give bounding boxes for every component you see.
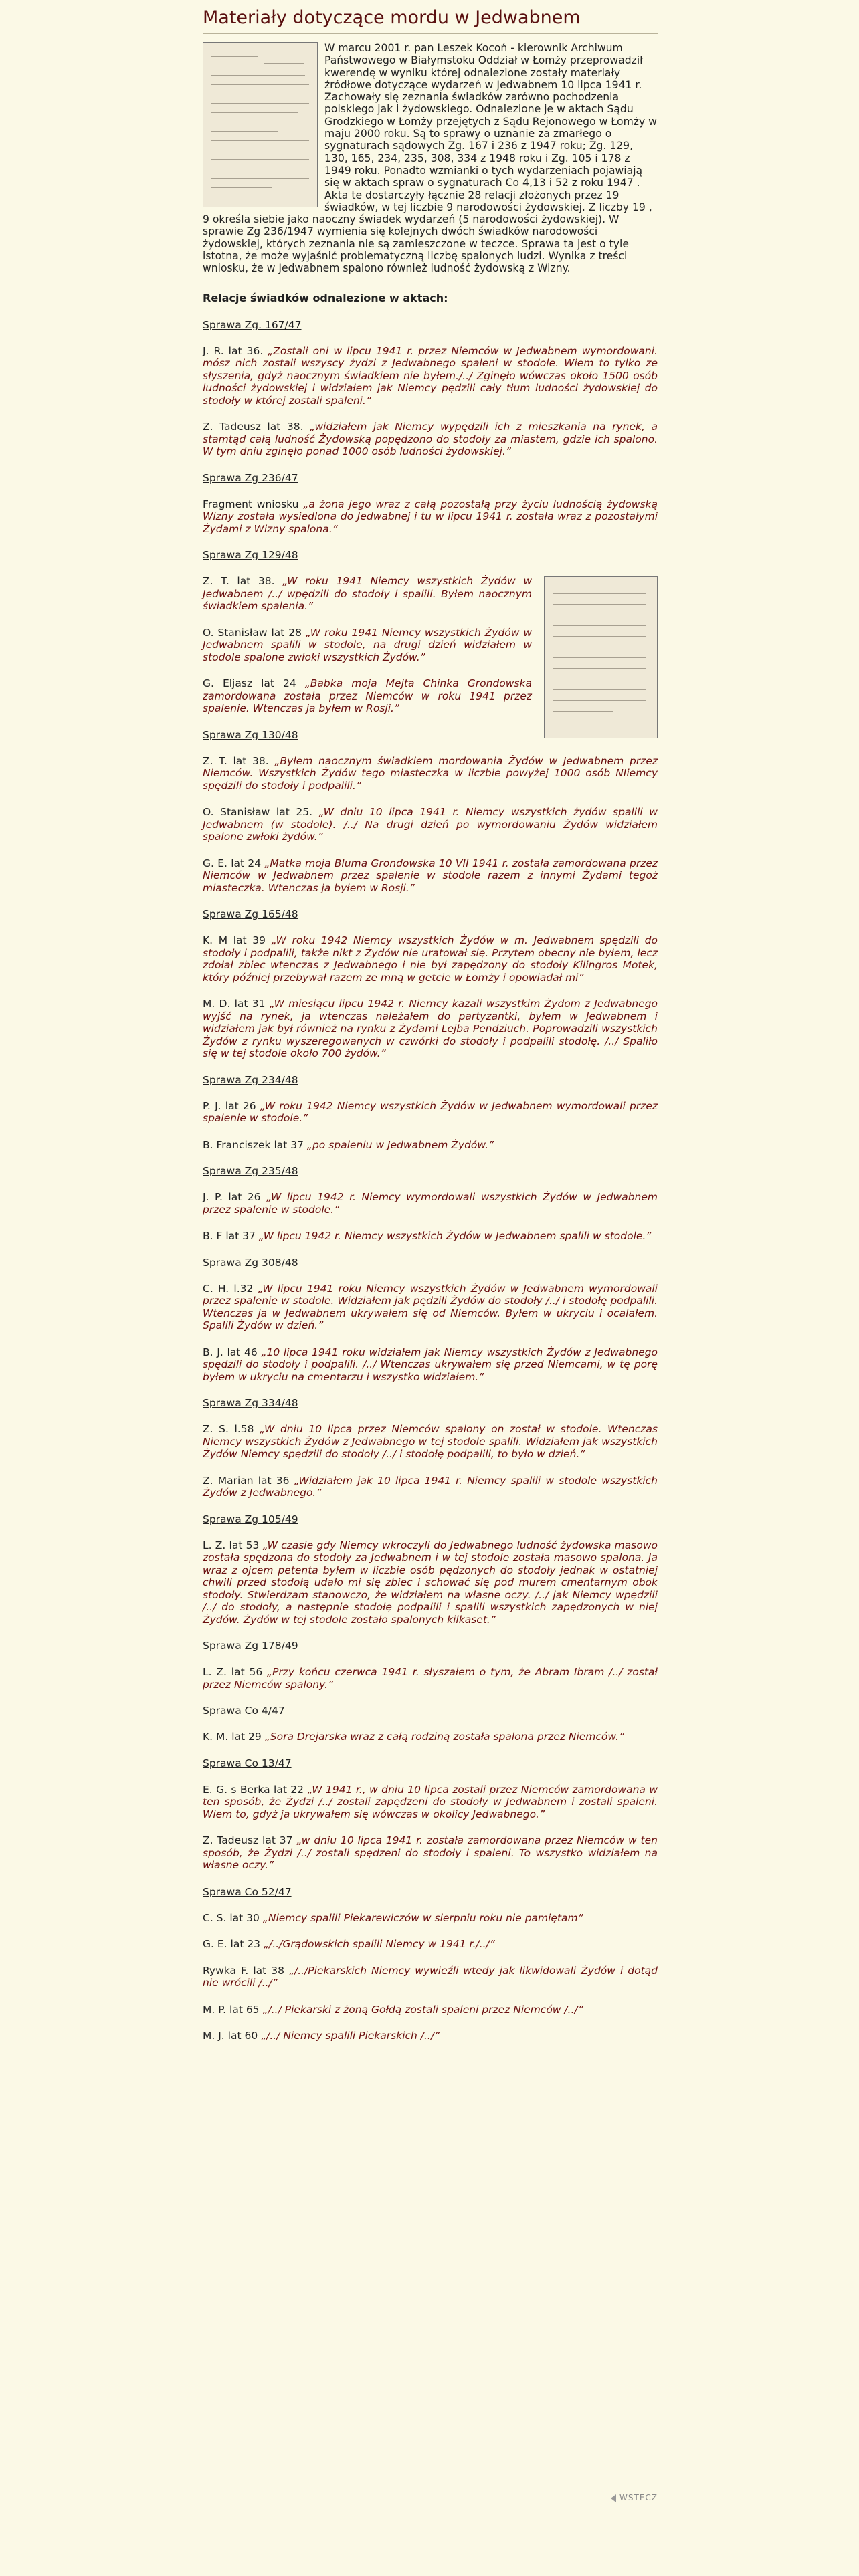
witness-name: P. J. lat 26 — [203, 1099, 260, 1112]
testimony-quote: „W roku 1941 Niemcy wszystkich Żydów w Jedwabnem /../ wpędzili do stodoły i spalili. Byłem naocznym świadkiem spalenia.” — [203, 575, 532, 613]
witness-name: G. Eljasz lat 24 — [203, 677, 305, 690]
case-signature: Sprawa Zg 236/47 — [203, 471, 298, 484]
testimony — [203, 1965, 658, 1990]
article — [203, 0, 658, 2056]
testimony — [203, 1346, 658, 1384]
witness-name: K. M lat 39 — [203, 934, 272, 947]
testimony — [203, 806, 658, 843]
testimony-quote: „W lipcu 1942 r. Niemcy wszystkich Żydów w Jedwabnem spalili w stodole.” — [258, 1230, 652, 1243]
case-signature: Sprawa Zg 308/48 — [203, 1256, 298, 1269]
testimony — [203, 1938, 658, 1951]
testimony-quote: „Zostali oni w lipcu 1941 r. przez Niemców w Jedwabnem wymordowani. mósz nich zostali wszyscy żydzi z Jedwabnego spaleni w stodole. Wiem to tylko ze słyszenia, gdyż naocznym świadkiem nie byłem./../ Zginęło wówczas około 1500 osób ludności żydowskiej i widziałem jak Niemcy pędzili cały tłum ludności żydowskiej do stodoły w której zostali spaleni.” — [203, 344, 658, 407]
witness-name: L. Z. lat 53 — [203, 1539, 263, 1551]
testimony-quote: „W miesiącu lipcu 1942 r. Niemcy kazali wszystkim Żydom z Jedwabnego wyjść na rynek, ja wtenczas należałem do partyzantki, byłem w Jedwabnem i widziałem jak był również na rynku z Żydami Lejba Pendziuch. Poprowadzili wszystkich Żydów z rynku wyszeregowanych w czwórki do stodoły i podpalili stodołę. /../ Spaliło się w tej stodole około 700 żydów.” — [203, 998, 658, 1060]
testimony — [203, 1283, 658, 1332]
witness-name: Fragment wniosku — [203, 498, 304, 510]
title-divider — [203, 33, 658, 34]
testimony-quote: „a żona jego wraz z całą pozostałą przy życiu ludnością żydowską Wizny została wysiedlona do Jedwabnej i tu w lipcu 1941 r. została wraz z pozostałymi Żydami z Wizny spalona.” — [203, 498, 658, 535]
testimony-quote: „/../Grądowskich spalili Niemcy w 1941 r./../” — [263, 1938, 495, 1951]
testimony-quote: „Niemcy spalili Piekarewiczów w sierpniu roku nie pamiętam” — [262, 1911, 583, 1924]
witness-name: M. J. lat 60 — [203, 2030, 262, 2042]
testimony-quote: „W roku 1942 Niemcy wszystkich Żydów w Jedwabnem wymordowali przez spalenie w stodole.” — [203, 1099, 658, 1125]
testimony — [203, 934, 658, 984]
testimony-quote: „po spaleniu w Jedwabnem Żydów.” — [306, 1138, 494, 1151]
testimony-quote: „W roku 1942 Niemcy wszystkich Żydów w m. Jedwabnem spędzili do stodoły i podpalili, także nikt z Żydów nie uratował się. Przytem obecny nie byłem, lecz zdołał zbiec wtenczas z Jedwabnego i nie był zapędzony do stodoły Kilingros Motek, który później przebywał razem ze mną w getcie w Łomży i opowiadał mi” — [203, 934, 658, 984]
testimony-quote: „W dniu 10 lipca przez Niemców spalony on został w stodole. Wtenczas Niemcy wszystkich Żydów z Jedwabnego w tej stodole spalili. Widziałem jak wszystkich Żydów Niemcy spędzili do stodoły /../ i stodołę podpalili, to było w dzień.” — [203, 1423, 658, 1461]
testimony — [203, 2030, 658, 2042]
witness-name: Z. Tadeusz lat 38. — [203, 421, 310, 433]
testimony-quote: „/../ Niemcy spalili Piekarskich /../” — [261, 2030, 440, 2042]
case-signature: Sprawa Zg 130/48 — [203, 728, 298, 741]
testimony — [203, 1784, 658, 1821]
witness-name: C. H. l.32 — [203, 1282, 258, 1295]
court-document-image — [544, 576, 658, 738]
testimony-quote: „Byłem naocznym świadkiem mordowania Żydów w Jedwabnem przez Niemców. Wszystkich Żydów tego miasteczka w liczbie powyżej 1000 osób NIiemcy spędzili do stodoły i podpalili.” — [203, 754, 658, 792]
intro-text: W marcu 2001 r. pan Leszek Kocoń - kierownik Archiwum Państwowego w Białymstoku Oddział w Łomży przeprowadził kwerendę w wyniku której odnalezione zostały materiały źródłowe dotyczące wydarzeń w Jedwabnem 10 lipca 1941 r. Zachowały się zeznania świadków zarówno pochodzenia polskiego jak i żydowskiego. Odnalezione je w aktach Sądu Grodzkiego w Łomży przejętych z Sądu Rejonowego w Łomży w maju 2000 roku. Są to sprawy o uznanie za zmarłego o sygnaturach sądowych Zg. 167 i 236 z 1947 roku; Zg. 129, 130, 165, 234, 235, 308, 334 z 1948 roku i Zg. 105 i 178 z 1949 roku. Ponadto wzmianki o tych wydarzeniach pojawiają się w aktach spraw o sygnaturach Co 4,13 i 52 z roku 1947 . Akta te dostarczyły łącznie 28 relacji złożonych przez 19 świadków, w tej liczbie 9 narodowości żydowskiej. Z liczby 19 , 9 określa siebie jako naoczny świadek wydarzeń (5 narodowości żydowskiej). W sprawie Zg 236/1947 wymienia się kolejnych dwóch świadków narodowości żydowskiej, których zeznania nie są zamieszczone w teczce. Sprawa ta jest o tyle istotna, że może wyjaśnić problematyczną liczbę spalonych ludzi. Wynika z treści wniosku, że w Jedwabnem spalono również ludność żydowską z Wizny. — [203, 42, 657, 275]
back-label: WSTECZ — [619, 2493, 658, 2502]
witness-name: J. R. lat 36. — [203, 344, 268, 357]
testimony-quote: „W lipcu 1941 roku Niemcy wszystkich Żydów w Jedwabnem wymordowali przez spalenie w stodole. Widziałem jak pędzili Żydów do stodoły /../ i stodołę podpalili. Wtenczas ja w Jedwabnem ukrywałem się od Niemców. Byłem w ukryciu i ocalałem. Spalili Żydów w dzień.” — [203, 1282, 658, 1332]
case-signature: Sprawa Zg 334/48 — [203, 1397, 298, 1410]
archive-document-image — [203, 42, 318, 207]
back-link[interactable] — [611, 2493, 658, 2502]
testimony-quote: „Babka moja Mejta Chinka Grondowska zamordowana została przez Niemców w roku 1941 przez spalenie. Wtenczas ja byłem w Rosji.” — [203, 677, 532, 715]
case-signature: Sprawa Zg. 167/47 — [203, 318, 302, 331]
testimony-quote: „10 lipca 1941 roku widziałem jak Niemcy wszystkich Żydów z Jedwabnego spędzili do stodoły i podpalili. /../ Wtenczas ukrywałem się przed Niemcami, w tę porę byłem w ukryciu na cmentarzu i wszystko widziałem.” — [203, 1346, 658, 1383]
witness-name: Rywka F. lat 38 — [203, 1964, 289, 1977]
testimony-quote: „/../Piekarskich Niemcy wywieźli wtedy jak likwidowali Żydów i dotąd nie wrócili /../” — [203, 1964, 658, 1990]
testimony — [203, 1139, 658, 1152]
section-heading: Relacje świadków odnalezione w aktach: — [203, 291, 448, 304]
testimony-quote: „/../ Piekarski z żoną Gołdą zostali spaleni przez Niemców /../” — [262, 2003, 583, 2016]
witness-name: K. M. lat 29 — [203, 1731, 265, 1743]
testimony-quote: „w dniu 10 lipca 1941 r. została zamordowana przez Niemców w ten sposób, że Żydzi /../ zostali spędzeni do stodoły i spaleni. To wszystko widziałem na własne oczy.” — [203, 1834, 658, 1872]
testimony-quote: „W roku 1941 Niemcy wszystkich Żydów w Jedwabnem spalili w stodole, na drugi dzień widziałem w stodole spalone zwłoki wszystkich Żydów.” — [203, 626, 533, 663]
testimony — [203, 857, 658, 895]
testimony — [203, 2004, 658, 2016]
witness-name: B. Franciszek lat 37 — [203, 1138, 307, 1151]
case-signature: Sprawa Zg 129/48 — [203, 549, 298, 562]
case-signature: Sprawa Co 4/47 — [203, 1705, 285, 1717]
testimony-quote: „widziałem jak Niemcy wypędzili ich z mieszkania na rynek, a stamtąd całą ludność Żydowską popędzono do stodoły za miastem, gdzie ich spalono. W tym dniu zginęło ponad 1000 osób ludności żydowskiej.” — [203, 421, 658, 458]
witness-name: G. E. lat 23 — [203, 1938, 264, 1951]
case-signature: Sprawa Co 13/47 — [203, 1757, 292, 1769]
case-signature: Sprawa Zg 178/49 — [203, 1640, 298, 1652]
testimony — [203, 1100, 658, 1125]
witness-name: L. Z. lat 56 — [203, 1666, 268, 1679]
witness-name: C. S. lat 30 — [203, 1911, 263, 1924]
intro-section — [203, 42, 658, 275]
case-signature: Sprawa Zg 234/48 — [203, 1073, 298, 1086]
testimony — [203, 1834, 658, 1872]
testimony — [203, 998, 658, 1060]
testimony — [203, 1539, 658, 1626]
testimony — [203, 1912, 658, 1925]
testimony — [203, 345, 658, 407]
testimony — [203, 1475, 658, 1499]
page-title: Materiały dotyczące mordu w Jedwabnem — [203, 7, 581, 28]
testimony-quote: „Matka moja Bluma Grondowska 10 VII 1941 r. została zamordowana przez Niemców w Jedwabnem przez spalenie w stodole razem z innymi Żydami tegoż miasteczka. Wtenczas ja byłem w Rosji.” — [203, 857, 658, 894]
witness-name: Z. T. lat 38. — [203, 754, 275, 767]
testimony-quote: „W lipcu 1942 r. Niemcy wymordowali wszystkich Żydów w Jedwabnem przez spalenie w stodole.” — [203, 1191, 658, 1216]
testimony-quote: „Widziałem jak 10 lipca 1941 r. Niemcy spalili w stodole wszystkich Żydów z Jedwabnego.” — [203, 1474, 658, 1499]
witness-name: Z. Marian lat 36 — [203, 1474, 294, 1487]
case-signature: Sprawa Co 52/47 — [203, 1885, 292, 1898]
arrow-left-icon — [611, 2494, 616, 2502]
witness-name: G. E. lat 24 — [203, 857, 265, 869]
testimony — [203, 1191, 658, 1216]
testimony-quote: „W 1941 r., w dniu 10 lipca zostali przez Niemców zamordowana w ten sposób, że Żydzi /../ zostali zapędzeni do stodoły w Jedwabnem i zostali spaleni. Wiem to, gdyż ja ukrywałem się wówczas w okolicy Jedwabnego.” — [203, 1783, 658, 1820]
witness-name: B. F lat 37 — [203, 1230, 259, 1243]
testimony — [203, 1666, 658, 1691]
testimony-quote: „Sora Drejarska wraz z całą rodziną została spalona przez Niemców.” — [264, 1731, 625, 1743]
witness-name: E. G. s Berka lat 22 — [203, 1783, 308, 1796]
testimony — [203, 498, 658, 536]
testimony-quote: „W dniu 10 lipca 1941 r. Niemcy wszystkich żydów spalili w Jedwabnem (w stodole). /../ Na drugi dzień po wymordowaniu Żydów widziałem spalone zwłoki żydów.” — [203, 806, 658, 843]
witness-name: O. Stanisław lat 25. — [203, 806, 319, 819]
witness-name: J. P. lat 26 — [203, 1191, 267, 1204]
witness-name: B. J. lat 46 — [203, 1346, 262, 1358]
witness-name: M. P. lat 65 — [203, 2003, 263, 2016]
testimony — [203, 755, 658, 792]
witness-name: Z. S. l.58 — [203, 1423, 260, 1436]
case-signature: Sprawa Zg 105/49 — [203, 1513, 298, 1525]
testimony-list — [203, 319, 658, 2042]
testimony — [203, 1423, 658, 1461]
witness-name: M. D. lat 31 — [203, 998, 270, 1010]
testimony — [203, 1731, 658, 1743]
testimony — [203, 1230, 658, 1243]
testimony — [203, 421, 658, 458]
testimony-quote: „W czasie gdy Niemcy wkroczyli do Jedwabnego ludność żydowska masowo została spędzona do stodoły za Jedwabnem i w tej stodole została masowo spalona. Ja wraz z ojcem petenta byłem w liczbie osób pędzonych do stodoły jednak w ostatniej chwili przed stodołą udało mi się zbiec i schować się pod murem cmentarnym obok stodoły. Stwierdzam stanowczo, że widziałem na własne oczy. /../ jak Niemcy wpędzili /../ do stodoły, a następnie stodołę podpalili i spalili wszystkich zapędzonych w niej Żydów. Żydów w tej stodole zostało spalonych kilkaset.” — [203, 1539, 658, 1626]
witness-name: Z. T. lat 38. — [203, 575, 283, 588]
case-signature: Sprawa Zg 235/48 — [203, 1165, 298, 1178]
testimony-quote: „Przy końcu czerwca 1941 r. słyszałem o tym, że Abram Ibram /../ został przez Niemców spalony.” — [203, 1666, 658, 1691]
witness-name: Z. Tadeusz lat 37 — [203, 1834, 297, 1847]
witness-name: O. Stanisław lat 28 — [203, 626, 306, 639]
case-signature: Sprawa Zg 165/48 — [203, 908, 298, 921]
